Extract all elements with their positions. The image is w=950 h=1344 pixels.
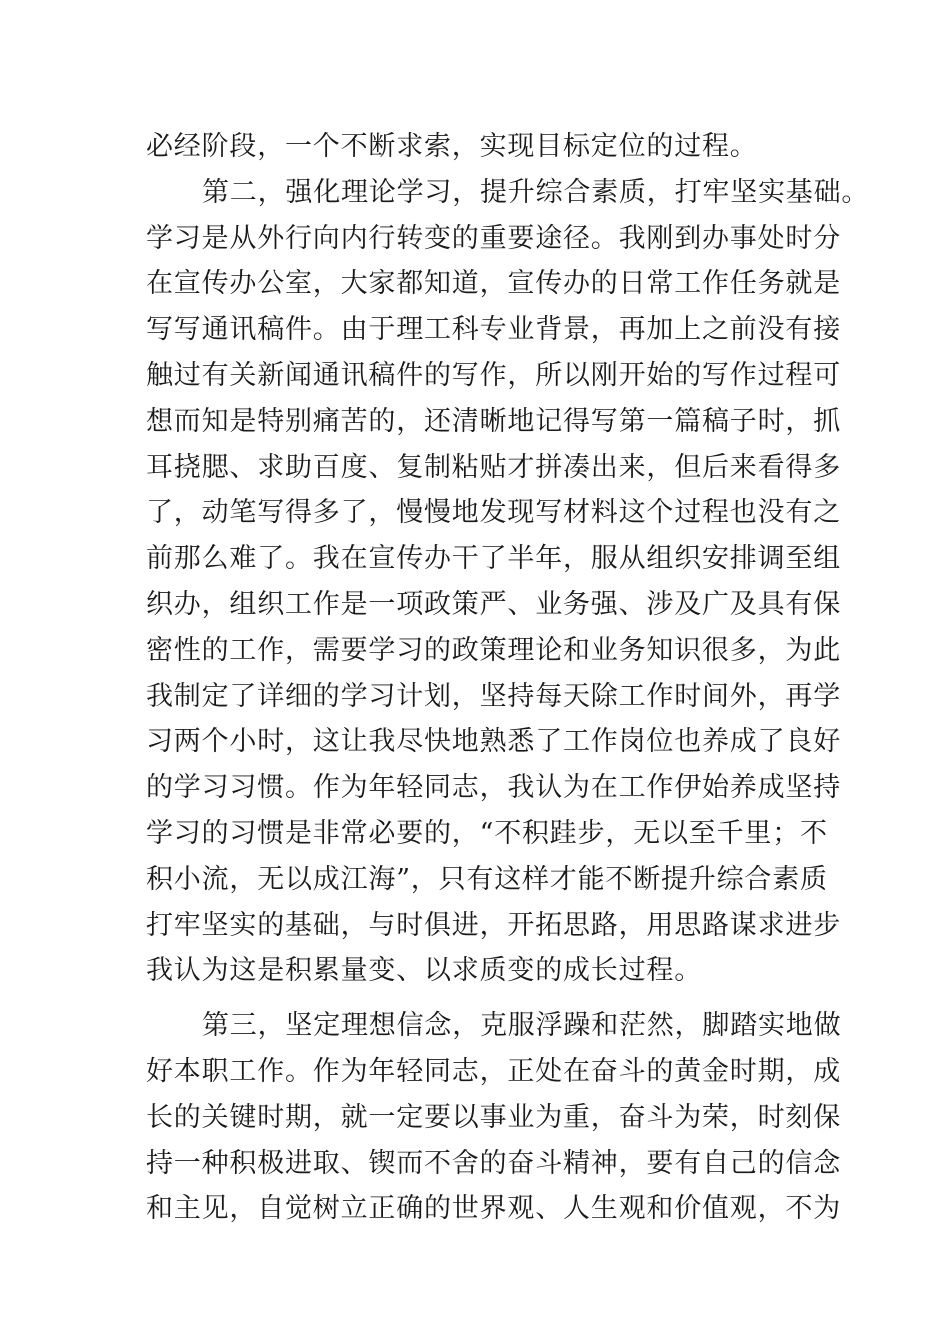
text-line: 学习是从外行向内行转变的重要途径。我刚到办事处时分 [146,222,841,254]
text-line: 前那么难了。我在宣传办干了半年，服从组织安排调至组 [146,543,841,575]
text-line: 在宣传办公室，大家都知道，宣传办的日常工作任务就是 [146,268,841,300]
text-line: 好本职工作。作为年轻同志，正处在奋斗的黄金时期，成 [146,1055,841,1087]
text-line: 我认为这是积累量变、以求质变的成长过程。 [146,955,702,987]
text-line: 耳挠腮、求助百度、复制粘贴才拼凑出来，但后来看得多 [146,451,841,483]
text-line: 密性的工作，需要学习的政策理论和业务知识很多，为此 [146,634,841,666]
text-line: 学习的习惯是非常必要的，“不积跬步，无以至千里；不 [146,817,828,849]
document-body [146,124,870,1232]
text-line: 触过有关新闻通讯稿件的写作，所以刚开始的写作过程可 [146,359,841,391]
paragraph-3 [146,1003,842,1232]
text-line: 我制定了详细的学习计划，坚持每天除工作时间外，再学 [146,680,841,712]
text-line: 打牢坚实的基础，与时俱进，开拓思路，用思路谋求进步 [146,909,841,941]
text-line: 第二，强化理论学习，提升综合素质，打牢坚实基础。 [202,176,870,208]
text-line: 第三，坚定理想信念，克服浮躁和茫然，脚踏实地做 [202,1010,842,1042]
text-line: 了，动笔写得多了，慢慢地发现写材料这个过程也没有之 [146,497,841,529]
paragraph-2 [146,170,870,994]
text-line: 的学习习惯。作为年轻同志，我认为在工作伊始养成坚持 [146,772,841,804]
text-line: 必经阶段，一个不断求索，实现目标定位的过程。 [146,131,758,162]
text-line: 写写通讯稿件。由于理工科专业背景，再加上之前没有接 [146,314,841,346]
text-line: 习两个小时，这让我尽快地熟悉了工作岗位也养成了良好 [146,726,841,758]
text-line: 和主见，自觉树立正确的世界观、人生观和价值观，不为 [146,1193,841,1225]
text-line: 长的关键时期，就一定要以事业为重，奋斗为荣，时刻保 [146,1101,841,1133]
text-line: 织办，组织工作是一项政策严、业务强、涉及广及具有保 [146,588,841,620]
paragraph-1 [146,124,826,170]
text-line: 想而知是特别痛苦的，还清晰地记得写第一篇稿子时，抓 [146,405,841,437]
paragraph-spacer [146,994,826,1003]
text-line: 持一种积极进取、锲而不舍的奋斗精神，要有自己的信念 [146,1147,841,1179]
text-line: 积小流，无以成江海”，只有这样才能不断提升综合素质 [146,863,828,895]
